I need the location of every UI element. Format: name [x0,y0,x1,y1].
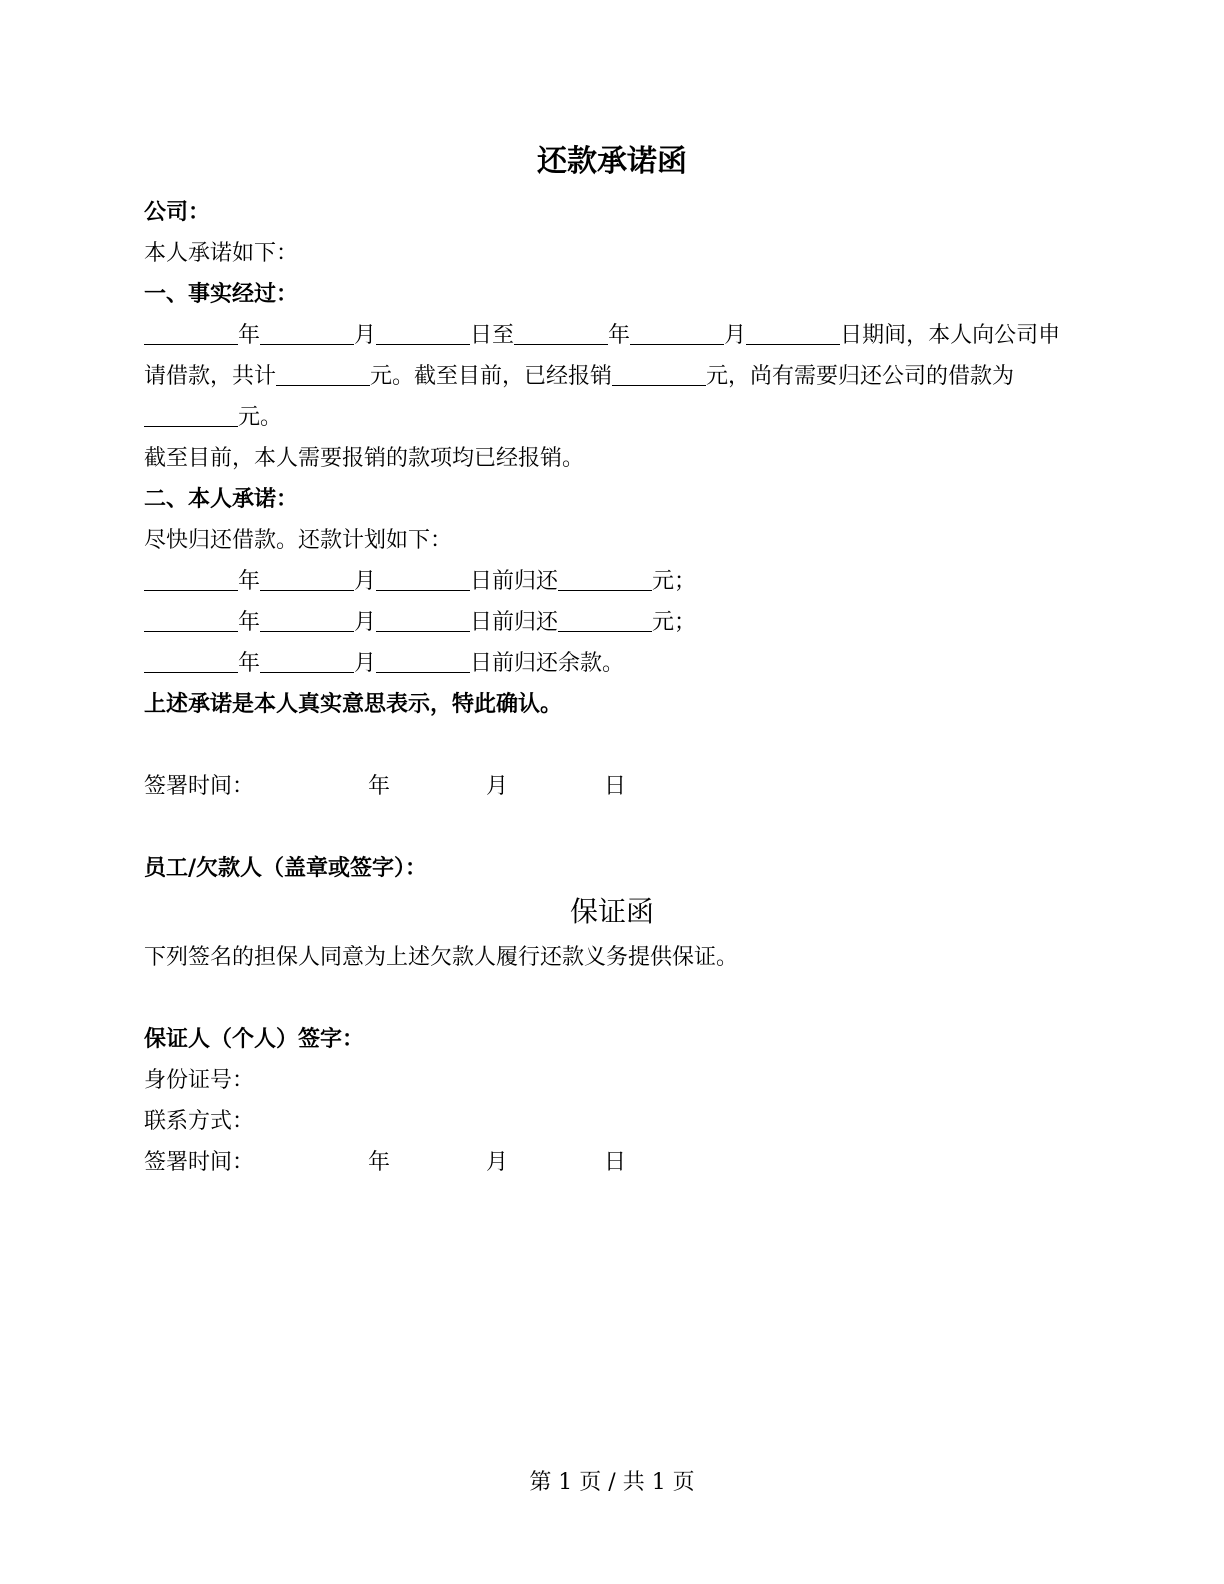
year-label: 年 [238,323,261,348]
yuan-label: 元； [652,610,697,635]
day-return-label: 日前归还 [470,569,559,594]
blank-field[interactable] [144,568,238,591]
plan-row-1 [144,561,1080,602]
section1-heading: 一、事实经过： [144,281,299,307]
month-label: 月 [486,1150,509,1175]
id-number-label: 身份证号： [144,1068,255,1093]
blank-field[interactable] [746,322,840,345]
blank-field[interactable] [558,568,652,591]
blank-field[interactable] [630,322,724,345]
blank-field[interactable] [612,363,706,386]
reimbursement-note: 截至目前，本人需要报销的款项均已经报销。 [144,446,585,471]
blank-field[interactable] [144,609,238,632]
contact-label: 联系方式： [144,1109,255,1134]
year-label: 年 [368,774,391,799]
day-return-rest-label: 日前归还余款。 [470,651,625,676]
month-label: 月 [486,774,509,799]
document-body [144,192,1080,1183]
company-label: 公司： [144,199,211,225]
wei-text: 为 [992,364,1015,389]
apply-text: 申请借款，共计 [144,323,1061,389]
spacer [144,725,1080,766]
remaining-text: 元，尚有需要归还公司的借款 [706,364,993,389]
yuan-end-text: 元。 [238,405,283,430]
day-label: 日 [604,774,627,799]
blank-field[interactable] [260,322,354,345]
blank-field[interactable] [144,650,238,673]
blank-field[interactable] [260,609,354,632]
month-label: 月 [354,651,377,676]
year-label: 年 [368,1150,391,1175]
sign-time-label: 签署时间： [144,774,255,799]
confirmation-statement: 上述承诺是本人真实意思表示，特此确认。 [144,691,563,717]
day-label: 日 [604,1150,627,1175]
blank-field[interactable] [260,568,354,591]
day-period-text: 日期间，本人向公司 [840,323,1039,348]
blank-field[interactable] [558,609,652,632]
section2-heading: 二、本人承诺： [144,486,299,512]
year-label: 年 [608,323,631,348]
guarantor-sign-label: 保证人（个人）签字： [144,1026,365,1052]
page-footer: 第 1 页 / 共 1 页 [529,1470,695,1495]
reimbursed-text: 元。截至目前，已经报销 [370,364,613,389]
day-to-label: 日至 [470,323,515,348]
blank-field[interactable] [514,322,608,345]
blank-field[interactable] [376,322,470,345]
spacer [144,978,1080,1019]
blank-field[interactable] [376,650,470,673]
guarantee-title: 保证函 [569,895,654,928]
guarantor-sign-time-row [144,1142,1080,1183]
plan-intro: 尽快归还借款。还款计划如下： [144,528,453,553]
employee-sign-label: 员工/欠款人（盖章或签字）： [144,855,428,881]
blank-field[interactable] [144,322,238,345]
year-label: 年 [238,651,261,676]
yuan-label: 元； [652,569,697,594]
day-return-label: 日前归还 [470,610,559,635]
year-label: 年 [238,569,261,594]
sign-time-label: 签署时间： [144,1150,255,1175]
year-label: 年 [238,610,261,635]
blank-field[interactable] [376,609,470,632]
plan-row-3 [144,643,1080,684]
blank-field[interactable] [276,363,370,386]
blank-field[interactable] [144,404,238,427]
section1-paragraph [144,315,1080,438]
sign-time-row [144,766,1080,807]
month-label: 月 [354,323,377,348]
guarantee-text: 下列签名的担保人同意为上述欠款人履行还款义务提供保证。 [144,945,739,970]
month-label: 月 [354,610,377,635]
blank-field[interactable] [376,568,470,591]
month-label: 月 [354,569,377,594]
intro-text: 本人承诺如下： [144,241,299,266]
document-title: 还款承诺函 [537,144,687,179]
month-label: 月 [724,323,747,348]
plan-row-2 [144,602,1080,643]
blank-field[interactable] [260,650,354,673]
spacer [144,807,1080,848]
